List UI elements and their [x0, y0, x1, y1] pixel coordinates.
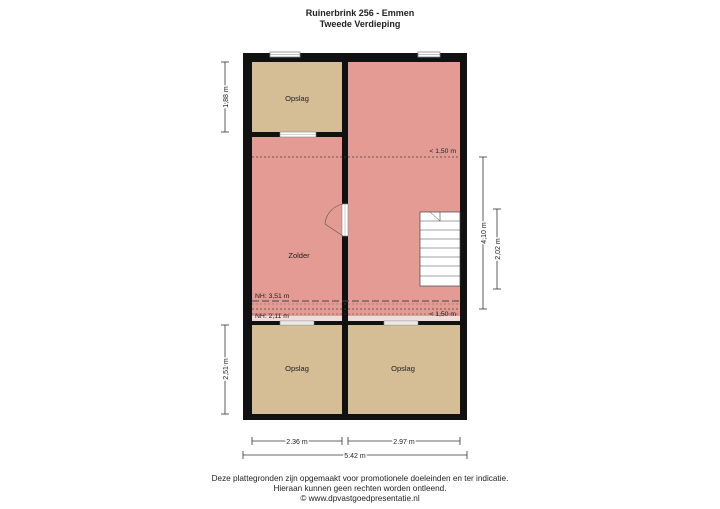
- disclaimer-line-1: Deze plattegronden zijn opgemaakt voor promotionele doeleinden en ter indicatie.: [211, 474, 509, 483]
- label-opslag-bottom-left: Opslag: [285, 364, 309, 373]
- disclaimer-line-2: Hieraan kunnen geen rechten worden ontleend.: [273, 484, 447, 493]
- staircase[interactable]: [420, 212, 460, 286]
- copyright-line: © www.dpvastgoedpresentatie.nl: [300, 494, 420, 503]
- nh-label-lower: NH: 2,11 m: [255, 313, 289, 320]
- label-opslag-bottom-right: Opslag: [391, 364, 415, 373]
- dim-bottom-total-label: 5.42 m: [344, 453, 366, 460]
- height-label-top: < 1,50 m: [429, 148, 456, 155]
- dim-right-inner-label: 2,02 m: [495, 238, 502, 260]
- floor-subtitle: Tweede Verdieping: [319, 19, 401, 29]
- dim-left-bottom-label: 2,51 m: [223, 358, 230, 380]
- label-zolder: Zolder: [288, 251, 310, 260]
- height-label-bottom: < 1,50 m: [429, 311, 456, 318]
- dim-bottom-right-label: 2.97 m: [393, 439, 415, 446]
- label-opslag-top-left: Opslag: [285, 94, 309, 103]
- dim-left-top-label: 1,88 m: [223, 86, 230, 108]
- plan-title: Ruinerbrink 256 - Emmen: [305, 8, 415, 18]
- dim-right-outer-label: 4,10 m: [481, 222, 488, 244]
- dim-bottom-left-label: 2.36 m: [286, 439, 308, 446]
- nh-label-upper: NH: 3,51 m: [255, 293, 290, 300]
- interior-wall-vertical: [342, 62, 348, 414]
